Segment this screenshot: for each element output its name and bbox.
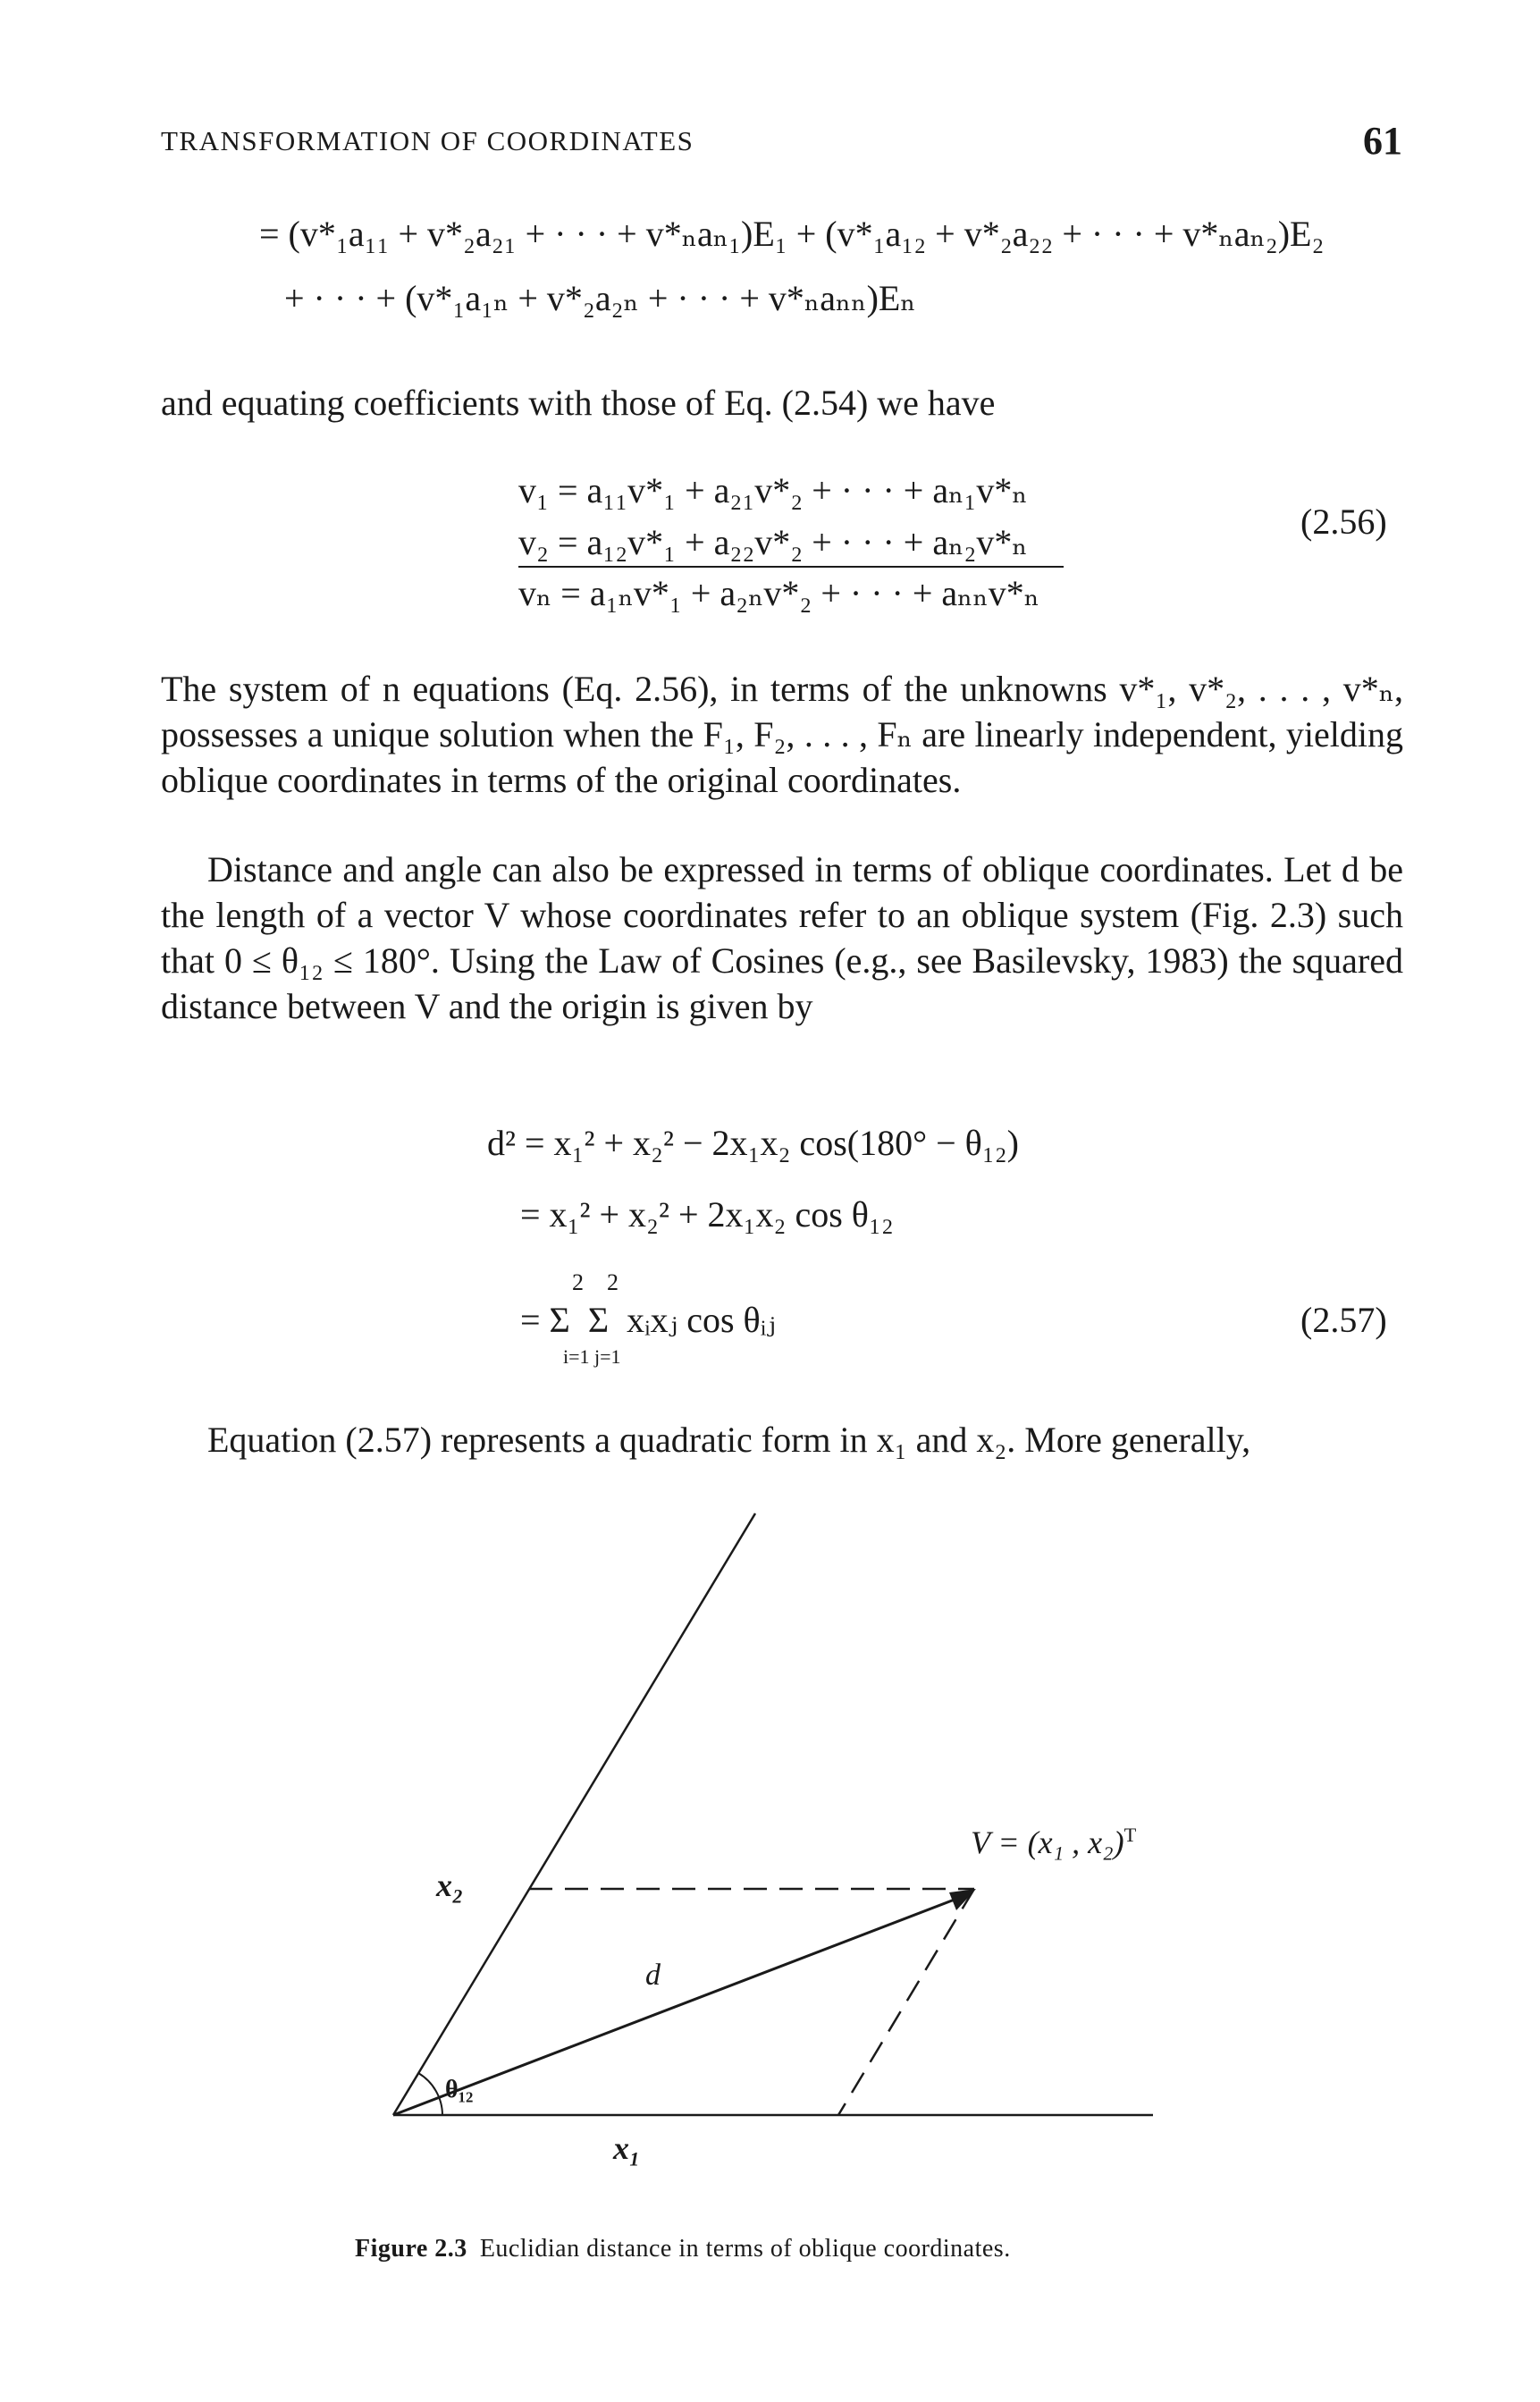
angle-arc	[418, 2073, 442, 2115]
vector-v-label	[971, 1824, 1136, 1861]
angle-label: θ₁₂	[445, 2076, 474, 2103]
paragraph-equating: and equating coefficients with those of Eq. (2.54) we have	[161, 383, 996, 423]
figure-caption-number: Figure 2.3	[355, 2235, 467, 2263]
vector-length-label: d	[645, 1959, 661, 1992]
equation-2-56-row-n: vₙ = a₁ₙv*₁ + a₂ₙv*₂ + · · · + aₙₙv*ₙ	[518, 573, 1040, 613]
equation-2-57-line-3: = Σ Σ xᵢxⱼ cos θᵢⱼ	[520, 1300, 776, 1340]
paragraph-system: The system of n equations (Eq. 2.56), in terms of the unknowns v*₁, v*₂, . . . , v*ₙ, possesses a unique solution when the F₁, F₂, . . . , Fₙ are linearly independent, yielding oblique coordinates in terms of the original coordinates.	[161, 669, 1403, 800]
paragraph-distance-angle: Distance and angle can also be expressed in terms of oblique coordinates. Let d be the length of a vector V whose coordinates refer to an oblique system (Fig. 2.3) such that 0 ≤ θ₁₂ ≤ 180°. Using the Law of Cosines (e.g., see Basilevsky, 1983) the squared distance between V and the origin is given by	[161, 849, 1403, 1026]
page-number: 61	[1363, 119, 1402, 163]
running-title: TRANSFORMATION OF COORDINATES	[161, 125, 694, 156]
equation-2-57-line-2: = x₁² + x₂² + 2x₁x₂ cos θ₁₂	[520, 1194, 894, 1235]
equation-2-57-sum-lower-limits: i=1 j=1	[563, 1345, 621, 1368]
figure-caption	[355, 2235, 1011, 2263]
equation-2-56-row-2: v₂ = a₁₂v*₁ + a₂₂v*₂ + · · · + aₙ₂v*ₙ	[518, 522, 1028, 562]
x2-axis-line	[393, 1513, 755, 2115]
x2-axis-label: x₂	[436, 1867, 464, 1903]
equation-label-2-56: (2.56)	[1300, 501, 1387, 542]
equation-label-2-57: (2.57)	[1300, 1300, 1387, 1340]
equation-continuation-line-1: = (v*₁a₁₁ + v*₂a₂₁ + · · · + v*ₙaₙ₁)E₁ + (v*₁a₁₂ + v*₂a₂₂ + · · · + v*ₙaₙ₂)E₂	[259, 214, 1325, 254]
equation-continuation-line-2: + · · · + (v*₁a₁ₙ + v*₂a₂ₙ + · · · + v*ₙaₙₙ)Eₙ	[284, 278, 916, 318]
paragraph-quadratic-form: Equation (2.57) represents a quadratic form in x₁ and x₂. More generally,	[207, 1420, 1251, 1460]
equation-2-56-row-1: v₁ = a₁₁v*₁ + a₂₁v*₂ + · · · + aₙ₁v*ₙ	[518, 470, 1028, 510]
equation-2-57-line-1: d² = x₁² + x₂² − 2x₁x₂ cos(180° − θ₁₂)	[487, 1123, 1019, 1163]
vector-d-line	[393, 1893, 971, 2115]
vector-v-text: V = (x₁ , x₂)	[971, 1825, 1124, 1860]
x1-axis-label: x₁	[613, 2130, 641, 2166]
projection-dashed-oblique	[838, 1889, 974, 2115]
figure-caption-text: Euclidian distance in terms of oblique coordinates.	[479, 2235, 1011, 2263]
vector-transpose-superscript: T	[1123, 1824, 1137, 1846]
equation-2-57-sum-upper-limits: 2 2	[572, 1269, 619, 1295]
